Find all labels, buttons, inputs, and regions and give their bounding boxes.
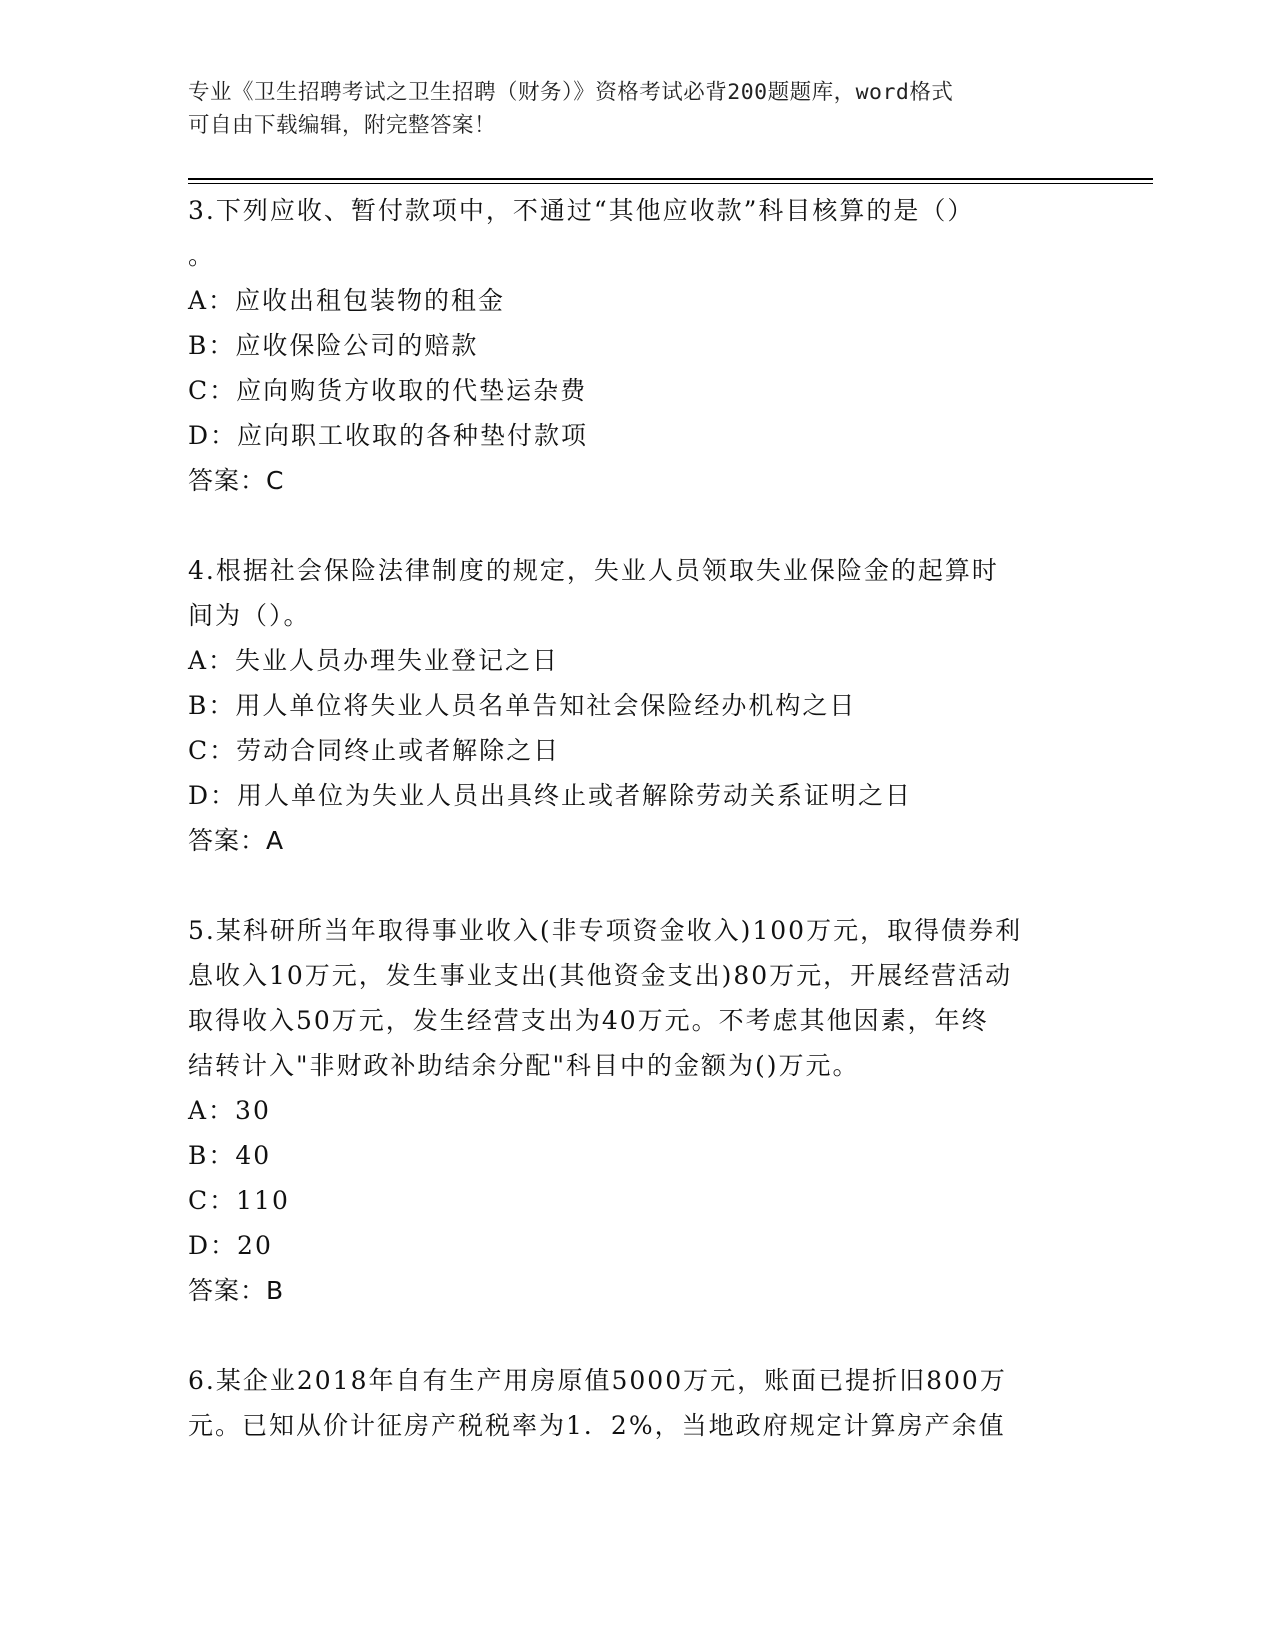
question-text: [188, 1358, 1088, 1448]
answer-line: 答案：A: [188, 826, 285, 855]
question-block: [188, 188, 1088, 503]
question-block: [188, 908, 1088, 1313]
answer-line: 答案：C: [188, 466, 285, 495]
question-block: [188, 548, 1088, 863]
question-spacer: [188, 1313, 1088, 1358]
option-b: B：40: [188, 1141, 272, 1170]
header-line-2: 可自由下载编辑，附完整答案！: [188, 113, 497, 138]
question-line: 息收入10万元，发生事业支出(其他资金支出)80万元，开展经营活动: [188, 961, 1013, 990]
question-line: 4.根据社会保险法律制度的规定，失业人员领取失业保险金的起算时: [188, 556, 999, 585]
question-line: 。: [188, 241, 216, 270]
option-b: B：应收保险公司的赔款: [188, 331, 479, 360]
option-a: A：失业人员办理失业登记之日: [188, 646, 560, 675]
answer-line: 答案：B: [188, 1276, 285, 1305]
question-list: [188, 188, 1088, 1448]
question-line: 元。已知从价计征房产税税率为1．2%，当地政府规定计算房产余值: [188, 1411, 1006, 1440]
option-d: D：用人单位为失业人员出具终止或者解除劳动关系证明之日: [188, 781, 913, 810]
header-line-1: 专业《卫生招聘考试之卫生招聘（财务）》资格考试必背200题题库，word格式: [188, 80, 954, 105]
question-text: [188, 188, 1088, 278]
question-line: 5.某科研所当年取得事业收入(非专项资金收入)100万元，取得债券利: [188, 916, 1023, 945]
option-a: A：30: [188, 1096, 271, 1125]
option-c: C：劳动合同终止或者解除之日: [188, 736, 561, 765]
option-d: D：应向职工收取的各种垫付款项: [188, 421, 589, 450]
option-c: C：应向购货方收取的代垫运杂费: [188, 376, 588, 405]
header-divider-thick: [188, 178, 1153, 180]
question-line: 3.下列应收、暂付款项中，不通过“其他应收款”科目核算的是（）: [188, 196, 975, 225]
question-spacer: [188, 863, 1088, 908]
question-text: [188, 548, 1088, 638]
header-divider-thin: [188, 183, 1153, 184]
question-block: [188, 1358, 1088, 1448]
question-line: 6.某企业2018年自有生产用房原值5000万元，账面已提折旧800万: [188, 1366, 1007, 1395]
question-text: [188, 908, 1088, 1088]
document-header: [188, 76, 1068, 142]
option-b: B：用人单位将失业人员名单告知社会保险经办机构之日: [188, 691, 857, 720]
option-c: C：110: [188, 1186, 290, 1215]
question-spacer: [188, 503, 1088, 548]
option-a: A：应收出租包装物的租金: [188, 286, 506, 315]
question-line: 取得收入50万元，发生经营支出为40万元。不考虑其他因素，年终: [188, 1006, 989, 1035]
option-d: D：20: [188, 1231, 273, 1260]
question-line: 间为（）。: [188, 601, 311, 630]
question-line: 结转计入"非财政补助结余分配"科目中的金额为()万元。: [188, 1051, 860, 1080]
